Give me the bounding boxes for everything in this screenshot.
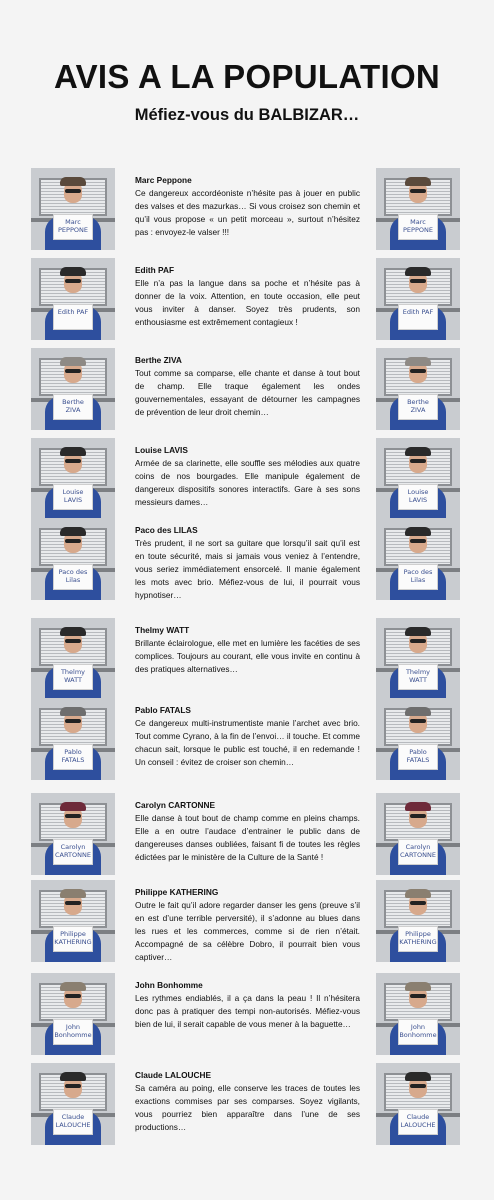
portrait-photo-right <box>376 258 460 340</box>
entry-description: Armée de sa clarinette, elle souffle ses mélodies aux quatre coins de nos bourgades. Elle manipule également de dangereux dispositifs sonores interactifs. Gare à ses sons messieurs dames… <box>135 458 360 507</box>
name-sign: Paco des Lilas <box>398 564 438 590</box>
entry-text-block <box>135 444 360 509</box>
name-sign: Pablo FATALS <box>53 744 93 770</box>
portrait-photo-right <box>376 880 460 962</box>
entry-text-block <box>135 354 360 419</box>
portrait-photo-left <box>31 258 115 340</box>
page-subtitle: Méfiez-vous du BALBIZAR… <box>134 106 360 124</box>
entry-text-block <box>135 174 360 239</box>
name-sign: Pablo FATALS <box>398 744 438 770</box>
page-title: AVIS A LA POPULATION <box>53 58 441 95</box>
portrait-photo-left <box>31 518 115 600</box>
entry-description: Brillante éclairologue, elle met en lumière les facéties de ses complices. Toujours au courant, elle vous invite en continu à des pratiques alternatives… <box>135 638 360 674</box>
entry-description: Très prudent, il ne sort sa guitare que lorsqu’il sait qu’il est en toute sécurité, mais si jamais vous veniez à l’entendre, vous seriez immédiatement ensorcelé. Il manie également les mots avec brio. Méfiez-vous de lui, il pourrait vous hypnotiser… <box>135 538 360 600</box>
entry-text-block <box>135 524 360 602</box>
entry-description: Elle n’a pas la langue dans sa poche et n’hésite pas à donner de la voix. Attention, en toute occasion, elle peut vous inviter à danser. Soyez très prudents, son enthousiasme est extrêmement contagieux ! <box>135 278 360 327</box>
name-sign: Thelmy WATT <box>53 664 93 690</box>
name-sign: Philippe KATHERING <box>398 926 438 952</box>
name-sign: Marc PEPPONE <box>53 214 93 240</box>
entry-text-block <box>135 704 360 769</box>
name-sign: Carolyn CARTONNE <box>398 839 438 865</box>
entry-description: Les rythmes endiablés, il a ça dans la peau ! Il n’hésitera donc pas à pratiquer des tempi non-autorisés. Méfiez-vous bien de lui, il serait capable de vous mener à la baguette… <box>135 993 360 1029</box>
entry-name: Thelmy WATT <box>135 625 190 635</box>
portrait-photo-left <box>31 618 115 700</box>
entry-name: Edith PAF <box>135 265 175 275</box>
name-sign: Paco des Lilas <box>53 564 93 590</box>
entry-name: Pablo FATALS <box>135 705 191 715</box>
portrait-photo-left <box>31 793 115 875</box>
entry-name: Marc Peppone <box>135 175 192 185</box>
name-sign: Claude LALOUCHE <box>398 1109 438 1135</box>
portrait-photo-right <box>376 973 460 1055</box>
name-sign: John Bonhomme <box>398 1019 438 1045</box>
name-sign: Edith PAF <box>53 304 93 330</box>
portrait-photo-left <box>31 168 115 250</box>
portrait-photo-left <box>31 973 115 1055</box>
portrait-photo-left <box>31 348 115 430</box>
name-sign: John Bonhomme <box>53 1019 93 1045</box>
name-sign: Claude LALOUCHE <box>53 1109 93 1135</box>
portrait-photo-right <box>376 518 460 600</box>
entry-text-block <box>135 1069 360 1134</box>
entry-name: Louise LAVIS <box>135 445 188 455</box>
name-sign: Philippe KATHERING <box>53 926 93 952</box>
entry-description: Tout comme sa comparse, elle chante et danse à tout bout de champ. Elle traque également les ondes gouvernementales, essayant de détourner les campagnes de prévention de leur droit chemin… <box>135 368 360 417</box>
entry-text-block <box>135 886 360 964</box>
portrait-photo-right <box>376 698 460 780</box>
entry-name: Berthe ZIVA <box>135 355 182 365</box>
portrait-photo-left <box>31 880 115 962</box>
entry-text-block <box>135 979 360 1031</box>
portrait-photo-left <box>31 438 115 520</box>
entry-name: Claude LALOUCHE <box>135 1070 212 1080</box>
portrait-photo-right <box>376 793 460 875</box>
entry-description: Outre le fait qu’il adore regarder danser les gens (preuve s’il en est d’une terrible perversité), il s’adonne au blues dans les rues et les commerces, comme si de rien n’était. Accompagné de sa célèbre Dobro, il pourrait bien vous captiver… <box>135 900 360 962</box>
entry-description: Ce dangereux accordéoniste n’hésite pas à jouer en public des valses et des mazurkas… Si vous croisez son chemin et qu’il vous propose « un petit morceau », surtout n’hésitez pas : envoyez-le valser !!! <box>135 188 360 237</box>
entry-description: Elle danse à tout bout de champ comme en pleins champs. Elle a en outre l’audace d’entrainer le public dans de dangereuses danses oubliées, faisant fi de toutes les règles édictées par le ministère de la Culture de la Santé ! <box>135 813 360 862</box>
portrait-photo-right <box>376 348 460 430</box>
entry-name: John Bonhomme <box>135 980 203 990</box>
entry-description: Sa caméra au poing, elle conserve les traces de toutes les exactions commises par ses comparses. Soyez vigilants, vous pourriez bien apparaître dans l’une de ses productions… <box>135 1083 360 1132</box>
portrait-photo-left <box>31 698 115 780</box>
name-sign: Thelmy WATT <box>398 664 438 690</box>
entry-text-block <box>135 264 360 329</box>
entry-name: Philippe KATHERING <box>135 887 219 897</box>
name-sign: Carolyn CARTONNE <box>53 839 93 865</box>
name-sign: Louise LAVIS <box>398 484 438 510</box>
name-sign: Berthe ZIVA <box>398 394 438 420</box>
entry-text-block <box>135 624 360 676</box>
portrait-photo-right <box>376 168 460 250</box>
entry-text-block <box>135 799 360 864</box>
name-sign: Berthe ZIVA <box>53 394 93 420</box>
name-sign: Marc PEPPONE <box>398 214 438 240</box>
entry-name: Carolyn CARTONNE <box>135 800 216 810</box>
entry-description: Ce dangereux multi-instrumentiste manie l’archet avec brio. Tout comme Cyrano, à la fin de l’envoi… il touche. Et comme chacun sait, lorsque le public est touché, il en redemande ! Un conseil : évitez de croiser son chemin… <box>135 718 360 767</box>
name-sign: Edith PAF <box>398 304 438 330</box>
portrait-photo-right <box>376 438 460 520</box>
name-sign: Louise LAVIS <box>53 484 93 510</box>
portrait-photo-right <box>376 1063 460 1145</box>
entry-name: Paco des LILAS <box>135 525 198 535</box>
portrait-photo-left <box>31 1063 115 1145</box>
portrait-photo-right <box>376 618 460 700</box>
